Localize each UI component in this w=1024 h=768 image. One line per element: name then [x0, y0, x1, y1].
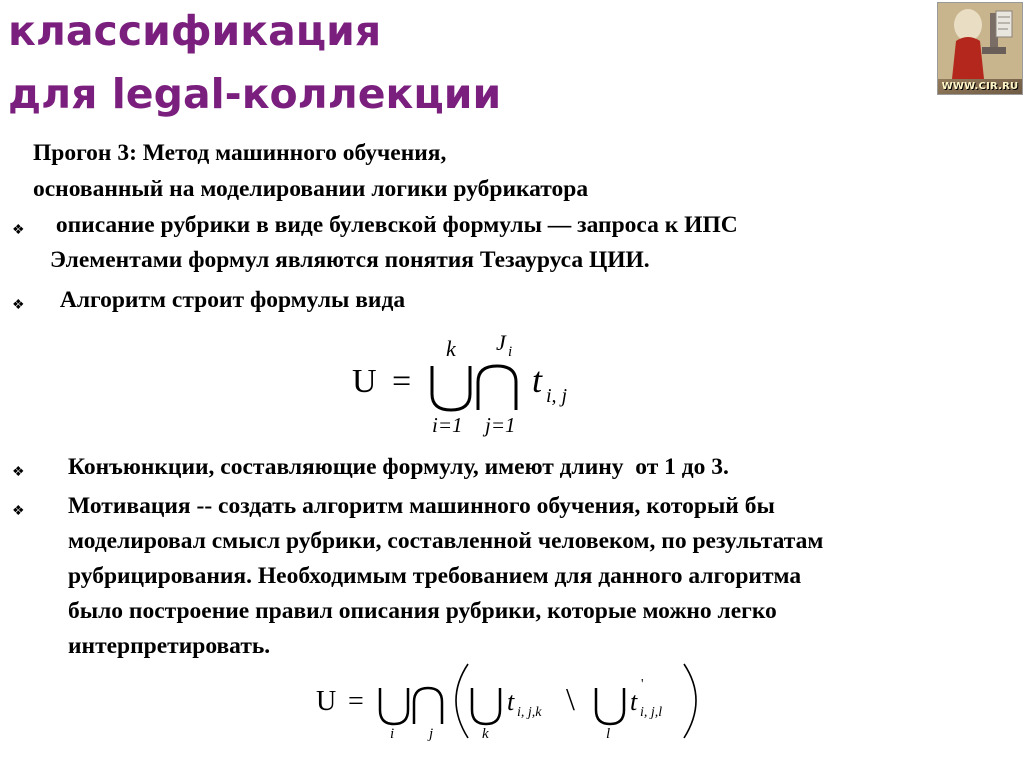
right-paren-icon — [684, 664, 696, 738]
formula-2-inter-lower: j — [429, 726, 434, 742]
formula-2-union-lower: i — [390, 726, 395, 742]
union-symbol-icon — [380, 688, 408, 724]
formula-1-inter-upper-sub: i — [508, 344, 513, 360]
bullet-3-text — [68, 450, 729, 485]
bullet-4-line-3: рубрицирования. Необходимым требованием для данного алгоритма — [68, 563, 802, 589]
bullet-icon: ❖ — [12, 298, 25, 313]
bullet-4-line-4: было построение правил описания рубрики, которые можно легко — [68, 598, 777, 624]
cir-logo — [937, 2, 1023, 95]
bullet-icon: ❖ — [12, 223, 25, 238]
formula-1-eq: = — [392, 363, 412, 400]
formula-2 — [308, 658, 708, 763]
union-symbol-icon — [432, 366, 470, 410]
bullet-1-line-2: Элементами формул являются понятия Тезауруса ЦИИ. — [50, 247, 650, 273]
bullet-icon: ❖ — [12, 465, 25, 480]
formula-2-term-2-sub: i, j,l — [640, 705, 663, 720]
formula-2-setminus: \ — [566, 681, 575, 717]
bullet-2-line-1: Алгоритм строит формулы вида — [54, 287, 406, 313]
formula-2-term-2: t — [630, 687, 638, 716]
formula-2-term-1: t — [507, 687, 515, 716]
intersection-symbol-icon — [414, 688, 442, 724]
bullet-4-line-1: Мотивация -- создать алгоритм машинного обучения, который бы — [68, 493, 775, 519]
subtitle-line-2: основанный на моделировании логики рубрикатора — [33, 176, 589, 202]
bullet-1-line-1: описание рубрики в виде булевской формулы — запроса к ИПС — [50, 212, 738, 238]
subtitle — [33, 135, 588, 207]
bullet-icon: ❖ — [12, 504, 25, 519]
formula-1-lhs: U — [352, 363, 377, 400]
union-symbol-icon — [596, 688, 624, 724]
bullet-2-text — [54, 283, 405, 318]
left-paren-icon — [456, 664, 468, 738]
formula-1-union-upper: k — [446, 336, 456, 361]
formula-2-term-2-prime: ' — [641, 677, 644, 692]
logo-caption: WWW.CIR.RU — [941, 81, 1019, 92]
formula-1-inter-lower: j=1 — [485, 413, 516, 437]
slide-title — [8, 0, 501, 126]
formula-2-inner-union-2-lower: l — [606, 726, 611, 742]
title-line-2: для legal-коллекции — [8, 70, 502, 118]
bullet-3-line-1: Конъюнкции, составляющие формулу, имеют длину от 1 до 3. — [68, 454, 729, 480]
title-line-1: классификация — [8, 7, 382, 55]
bullet-4-text — [68, 489, 823, 664]
formula-2-term-1-sub: i, j,k — [517, 705, 542, 720]
subtitle-line-1: Прогон 3: Метод машинного обучения, — [33, 140, 447, 166]
bullet-1-text — [50, 208, 738, 278]
logo-figure-icon — [938, 3, 1022, 79]
bullet-4-line-5: интерпретировать. — [68, 633, 271, 659]
formula-2-inner-union-1-lower: k — [482, 726, 489, 742]
formula-2-lhs: U — [316, 686, 337, 717]
intersection-symbol-icon — [478, 366, 516, 410]
formula-1 — [340, 328, 600, 445]
formula-1-term: t — [532, 360, 543, 400]
union-symbol-icon — [472, 688, 500, 724]
formula-1-inter-upper: J — [496, 330, 506, 355]
bullet-4-line-2: моделировал смысл рубрики, составленной человеком, по результатам — [68, 528, 824, 554]
formula-1-term-sub: i, j — [546, 385, 568, 407]
formula-2-eq: = — [348, 686, 364, 717]
formula-1-union-lower: i=1 — [432, 413, 463, 437]
